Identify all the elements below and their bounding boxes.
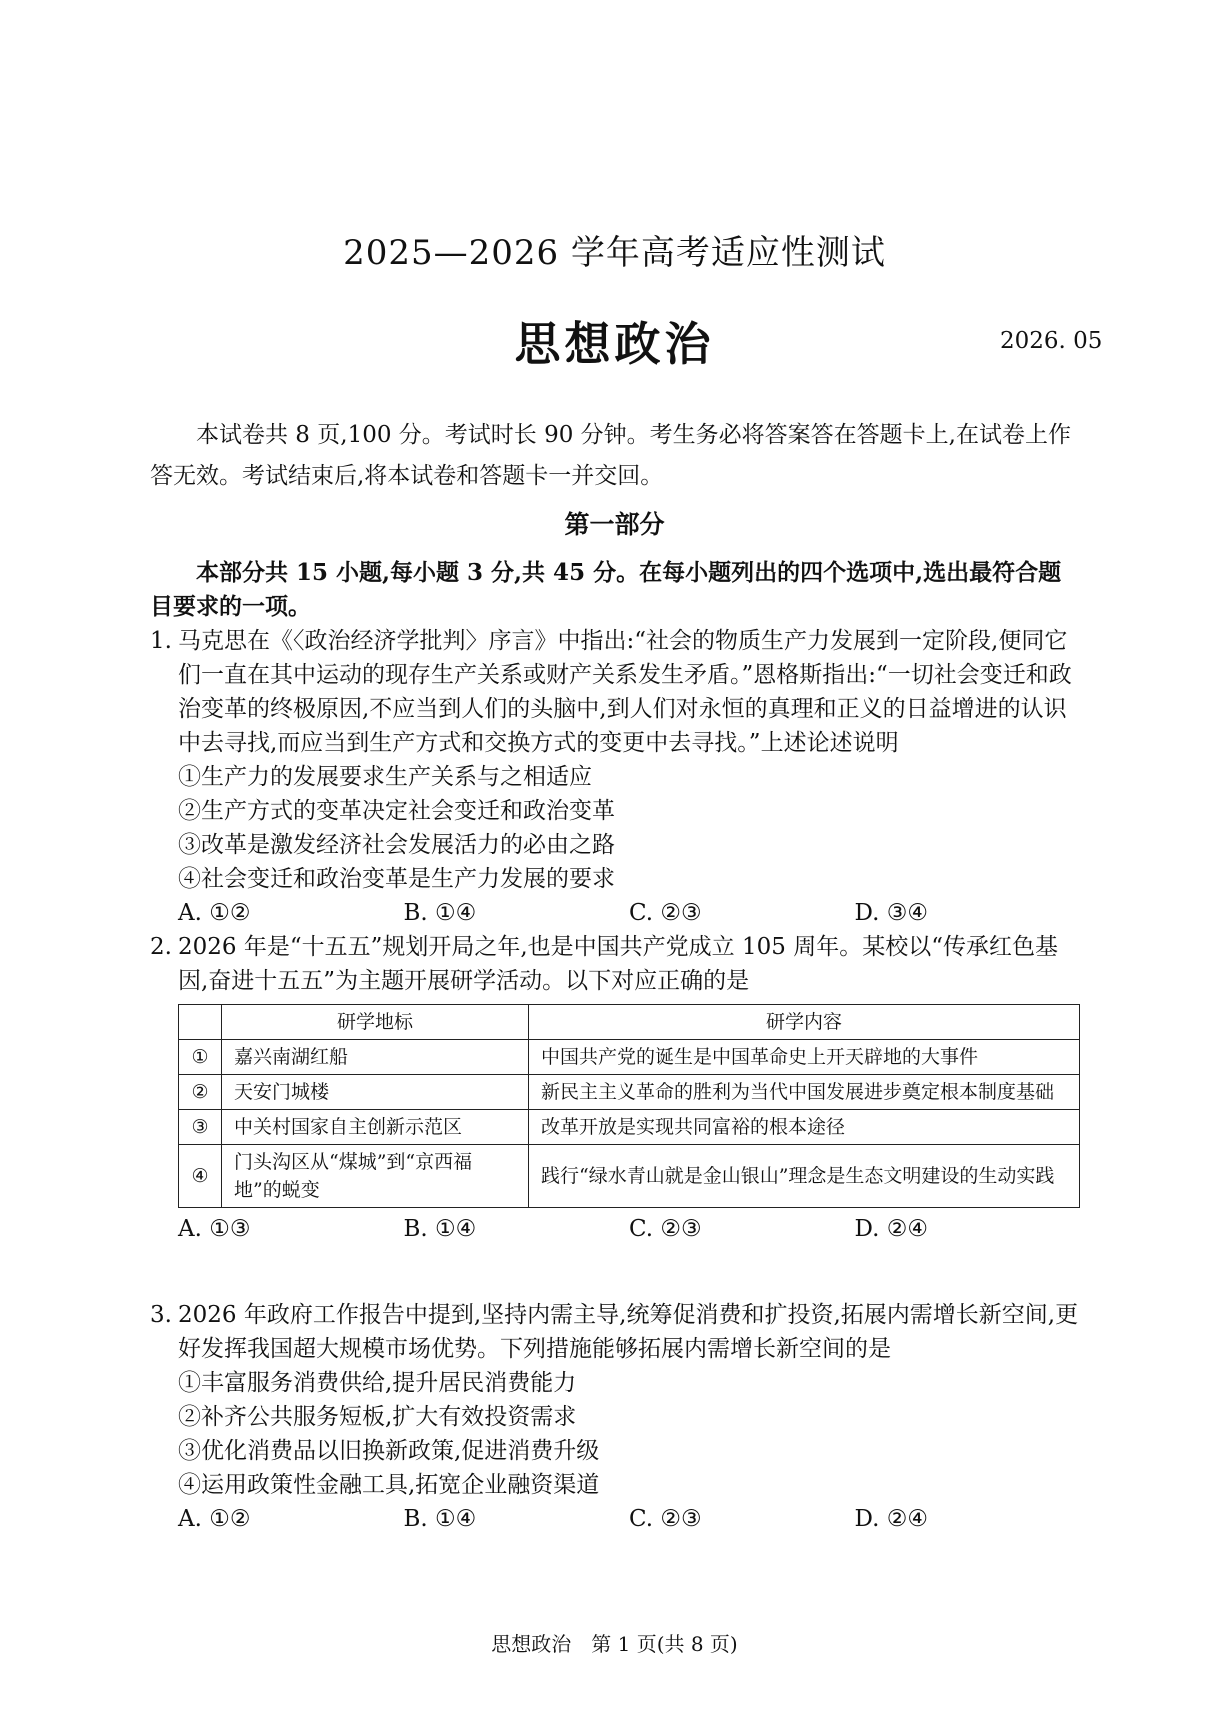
question-number: 1. (150, 628, 172, 654)
question-number: 2. (150, 934, 172, 960)
row-site: 天安门城楼 (222, 1075, 529, 1110)
table-header-content: 研学内容 (529, 1005, 1080, 1040)
study-table (178, 1004, 1080, 1208)
table-header-site: 研学地标 (222, 1005, 529, 1040)
statement-item: ④社会变迁和政治变革是生产力发展的要求 (178, 866, 615, 892)
part-instructions: 本部分共 15 小题,每小题 3 分,共 45 分。在每小题列出的四个选项中,选出最符合题目要求的一项。 (150, 559, 1062, 620)
exam-title: 2025—2026 学年高考适应性测试 (343, 233, 886, 273)
question-text: 2026 年是“十五五”规划开局之年,也是中国共产党成立 105 周年。某校以“传承红色基因,奋进十五五”为主题开展研学活动。以下对应正确的是 (178, 934, 1058, 994)
option-a: A. ①② (178, 1506, 251, 1532)
question-2 (150, 930, 1080, 1246)
table-row (179, 1040, 1080, 1075)
question-stem (150, 624, 1080, 760)
row-index: ③ (179, 1110, 222, 1145)
statement-item: ③改革是激发经济社会发展活力的必由之路 (178, 832, 615, 858)
row-content: 践行“绿水青山就是金山银山”理念是生态文明建设的生动实践 (529, 1145, 1080, 1208)
statement-item: ②生产方式的变革决定社会变迁和政治变革 (178, 798, 615, 824)
question-text: 2026 年政府工作报告中提到,坚持内需主导,统筹促消费和扩投资,拓展内需增长新空间,更好发挥我国超大规模市场优势。下列措施能够拓展内需增长新空间的是 (178, 1302, 1079, 1362)
row-index: ④ (179, 1145, 222, 1208)
row-site: 中关村国家自主创新示范区 (222, 1110, 529, 1145)
option-a: A. ①② (178, 900, 251, 926)
option-b: B. ①④ (403, 900, 477, 926)
exam-intro: 本试卷共 8 页,100 分。考试时长 90 分钟。考生务必将答案答在答题卡上,在试卷上作答无效。考试结束后,将本试卷和答题卡一并交回。 (150, 422, 1071, 489)
statement-item: ①丰富服务消费供给,提升居民消费能力 (178, 1370, 577, 1396)
row-site: 嘉兴南湖红船 (222, 1040, 529, 1075)
option-d: D. ②④ (854, 1216, 928, 1242)
option-b: B. ①④ (403, 1506, 477, 1532)
question-stem (150, 1298, 1080, 1366)
table-row (179, 1145, 1080, 1208)
statement-item: ③优化消费品以旧换新政策,促进消费升级 (178, 1438, 600, 1464)
table-row (179, 1075, 1080, 1110)
part-title: 第一部分 (564, 510, 665, 539)
option-d: D. ③④ (854, 900, 928, 926)
page-footer: 思想政治 第 1 页(共 8 页) (491, 1632, 738, 1656)
row-site: 门头沟区从“煤城”到“京西福地”的蜕变 (222, 1145, 529, 1208)
statement-item: ④运用政策性金融工具,拓宽企业融资渠道 (178, 1472, 600, 1498)
option-b: B. ①④ (403, 1216, 477, 1242)
question-text: 马克思在《〈政治经济学批判〉序言》中指出:“社会的物质生产力发展到一定阶段,便同它们一直在其中运动的现存生产关系或财产关系发生矛盾。”恩格斯指出:“一切社会变迁和政治变革的终极原因,不应当到人们的头脑中,到人们对永恒的真理和正义的日益增进的认识中去寻找,而应当到生产方式和交换方式的变更中去寻找。”上述论述说明 (178, 628, 1072, 756)
table-header-row (179, 1005, 1080, 1040)
question-1 (150, 624, 1080, 930)
table-row (179, 1110, 1080, 1145)
table-header-index (179, 1005, 222, 1040)
answer-options (150, 1212, 1080, 1246)
subject-title: 思想政治 (514, 317, 715, 371)
exam-date: 2026. 05 (1000, 328, 1103, 354)
option-c: C. ②③ (629, 1216, 702, 1242)
question-3 (150, 1298, 1080, 1536)
option-c: C. ②③ (629, 900, 702, 926)
option-a: A. ①③ (178, 1216, 251, 1242)
row-index: ② (179, 1075, 222, 1110)
row-content: 新民主主义革命的胜利为当代中国发展进步奠定根本制度基础 (529, 1075, 1080, 1110)
statement-item: ②补齐公共服务短板,扩大有效投资需求 (178, 1404, 577, 1430)
question-number: 3. (150, 1302, 172, 1328)
answer-options (150, 896, 1080, 930)
row-content: 中国共产党的诞生是中国革命史上开天辟地的大事件 (529, 1040, 1080, 1075)
row-index: ① (179, 1040, 222, 1075)
answer-options (150, 1502, 1080, 1536)
option-d: D. ②④ (854, 1506, 928, 1532)
question-stem (150, 930, 1080, 998)
statement-item: ①生产力的发展要求生产关系与之相适应 (178, 764, 592, 790)
row-content: 改革开放是实现共同富裕的根本途径 (529, 1110, 1080, 1145)
option-c: C. ②③ (629, 1506, 702, 1532)
